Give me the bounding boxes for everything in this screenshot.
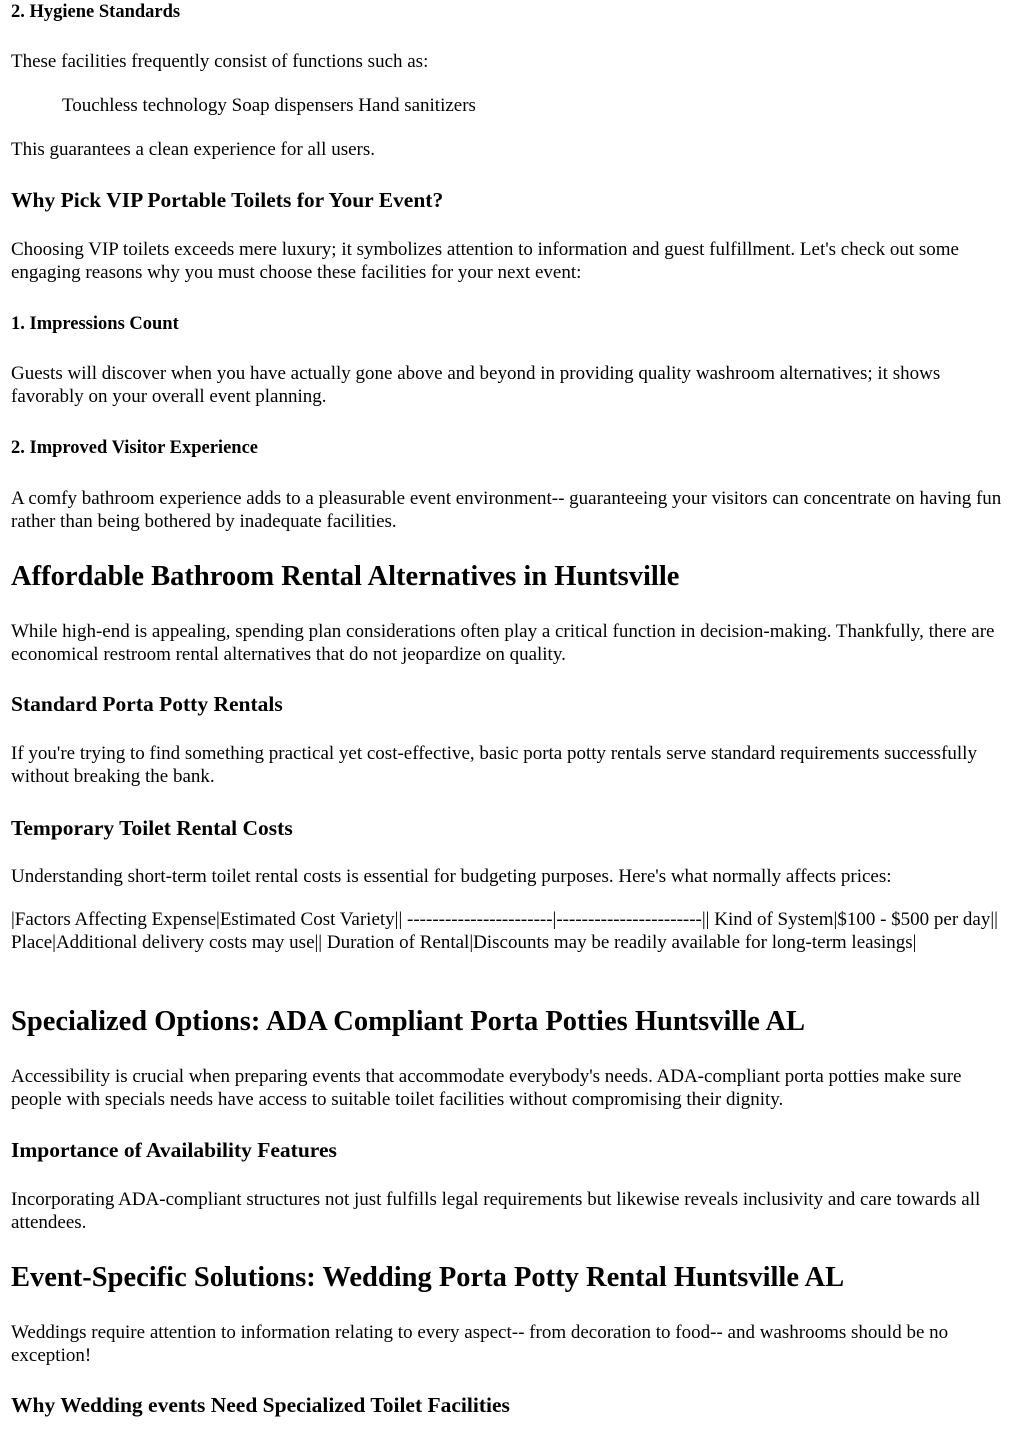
- affordable-rental-heading: Affordable Bathroom Rental Alternatives in Huntsville: [11, 561, 680, 592]
- hygiene-standards-heading: 2. Hygiene Standards: [11, 2, 181, 22]
- wedding-paragraph: Weddings require attention to information relating to every aspect-- from decoration to food-- and washrooms should be no exception!: [11, 1322, 949, 1366]
- impressions-paragraph: Guests will discover when you have actually gone above and beyond in providing quality washroom alternatives; it shows favorably on your overall event planning.: [11, 363, 941, 407]
- hygiene-intro-paragraph: These facilities frequently consist of functions such as:: [11, 51, 429, 72]
- temporary-costs-paragraph: Understanding short-term toilet rental costs is essential for budgeting purposes. Here's what normally affects prices:: [11, 866, 892, 887]
- standard-rentals-heading: Standard Porta Potty Rentals: [11, 692, 283, 716]
- why-vip-heading: Why Pick VIP Portable Toilets for Your Event?: [11, 188, 444, 212]
- impressions-heading: 1. Impressions Count: [11, 314, 179, 334]
- wedding-needs-heading: Why Wedding events Need Specialized Toilet Facilities: [11, 1393, 510, 1417]
- hygiene-features-list: Touchless technology Soap dispensers Hand sanitizers: [62, 95, 476, 116]
- visitor-experience-paragraph: A comfy bathroom experience adds to a pleasurable event environment-- guaranteeing your visitors can concentrate on having fun rather than being bothered by inadequate facilities.: [11, 488, 1002, 532]
- availability-heading: Importance of Availability Features: [11, 1138, 337, 1162]
- visitor-experience-heading: 2. Improved Visitor Experience: [11, 438, 258, 458]
- ada-heading: Specialized Options: ADA Compliant Porta Potties Huntsville AL: [11, 1006, 806, 1037]
- cost-table-text: |Factors Affecting Expense|Estimated Cost Variety|| -----------------------|-----------------------|| Kind of System|$100 - $500 per day|| Place|Additional delivery costs may use|| Duration of Rental|Discounts may be readily available for long-term leasings|: [11, 909, 998, 953]
- temporary-costs-heading: Temporary Toilet Rental Costs: [11, 816, 293, 840]
- wedding-heading: Event-Specific Solutions: Wedding Porta Potty Rental Huntsville AL: [11, 1262, 845, 1293]
- affordable-rental-paragraph: While high-end is appealing, spending plan considerations often play a critical function in decision-making. Thankfully, there are economical restroom rental alternatives that do not jeopardize on quality.: [11, 621, 995, 665]
- why-vip-paragraph: Choosing VIP toilets exceeds mere luxury; it symbolizes attention to information and guest fulfillment. Let's check out some engaging reasons why you must choose these facilities for your next event:: [11, 239, 959, 283]
- standard-rentals-paragraph: If you're trying to find something practical yet cost-effective, basic porta potty rentals serve standard requirements successfully without breaking the bank.: [11, 743, 977, 787]
- ada-paragraph: Accessibility is crucial when preparing events that accommodate everybody's needs. ADA-compliant porta potties make sure people with specials needs have access to suitable toilet facilities without compromising their dignity.: [11, 1066, 962, 1110]
- hygiene-outro-paragraph: This guarantees a clean experience for all users.: [11, 139, 375, 160]
- availability-paragraph: Incorporating ADA-compliant structures not just fulfills legal requirements but likewise reveals inclusivity and care towards all attendees.: [11, 1189, 981, 1233]
